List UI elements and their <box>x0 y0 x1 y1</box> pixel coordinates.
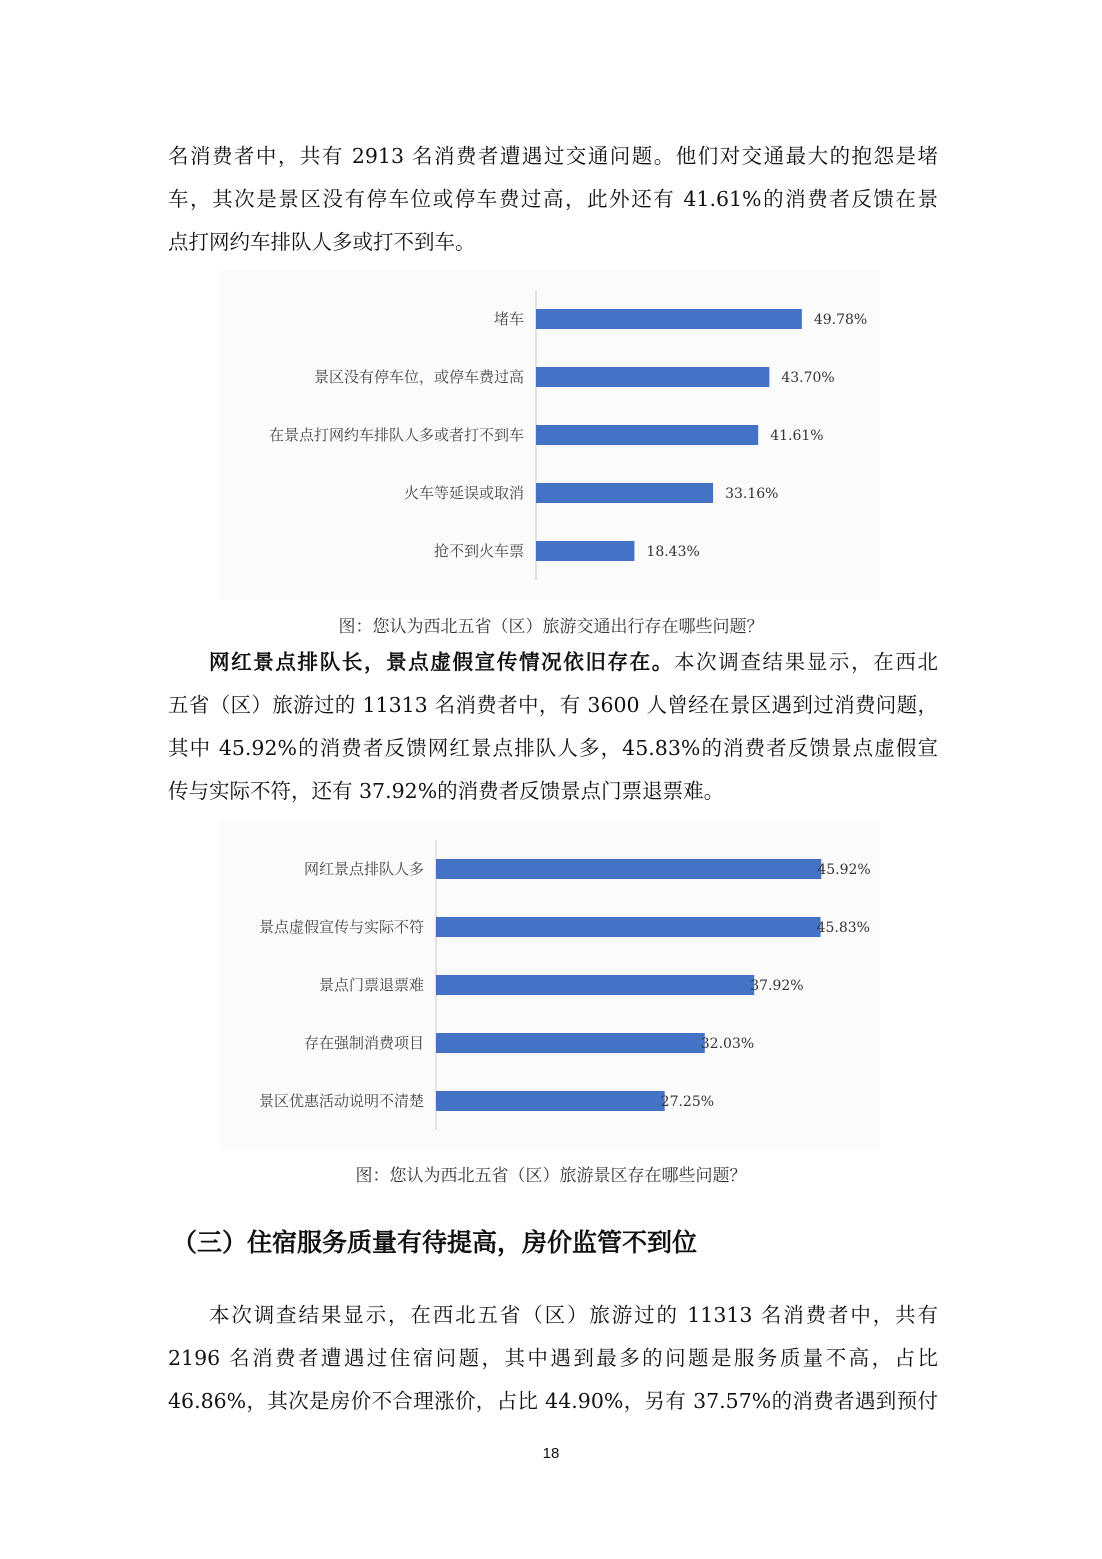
chart-scenic-problems <box>220 820 880 1150</box>
bar <box>436 1033 705 1053</box>
category-label: 火车等延误或取消 <box>403 484 524 502</box>
bar <box>536 309 802 329</box>
value-label: 37.92% <box>750 978 804 994</box>
value-label: 49.78% <box>813 312 868 328</box>
value-label: 32.03% <box>700 1036 755 1052</box>
page-number: 18 <box>542 1445 560 1462</box>
paragraph-line: 车，其次是景区没有停车位或停车费过高，此外还有 41.61%的消费者反馈在景 <box>168 187 938 211</box>
value-label: 18.43% <box>646 544 700 560</box>
category-label: 景点虚假宣传与实际不符 <box>258 918 424 936</box>
category-label: 景区优惠活动说明不清楚 <box>258 1092 424 1110</box>
bar <box>536 483 713 503</box>
chart-transport-problems <box>220 270 880 600</box>
value-label: 41.61% <box>770 428 824 444</box>
category-label: 景点门票退票难 <box>318 976 424 994</box>
value-label: 43.70% <box>781 370 835 386</box>
chart-caption-scenic: 图：您认为西北五省（区）旅游景区存在哪些问题？ <box>355 1166 747 1186</box>
paragraph-line <box>168 647 938 677</box>
value-label: 45.83% <box>816 920 870 936</box>
paragraph-line: 2196 名消费者遭遇过住宿问题，其中遇到最多的问题是服务质量不高，占比 <box>168 1346 938 1370</box>
bar <box>436 859 821 879</box>
paragraph-line: 点打网约车排队人多或打不到车。 <box>168 230 476 254</box>
bar-chart-scenic <box>220 820 880 1150</box>
value-label: 45.92% <box>817 862 871 878</box>
bar <box>536 367 769 387</box>
paragraph-lead-bold: 网红景点排队长，景点虚假宣传情况依旧存在。 <box>209 650 674 674</box>
bar <box>436 1091 665 1111</box>
category-label: 堵车 <box>493 310 524 328</box>
paragraph-line: 五省（区）旅游过的 11313 名消费者中，有 3600 人曾经在景区遇到过消费问题， <box>168 693 938 717</box>
category-label: 存在强制消费项目 <box>303 1034 424 1052</box>
paragraph-line: 名消费者中，共有 2913 名消费者遭遇过交通问题。他们对交通最大的抱怨是堵 <box>168 144 938 168</box>
paragraph-line: 传与实际不符，还有 37.92%的消费者反馈景点门票退票难。 <box>168 779 725 803</box>
paragraph-line: 其中 45.92%的消费者反馈网红景点排队人多，45.83%的消费者反馈景点虚假宣 <box>168 736 938 760</box>
category-label: 网红景点排队人多 <box>303 860 424 878</box>
category-label: 景区没有停车位，或停车费过高 <box>313 368 524 386</box>
value-label: 27.25% <box>660 1094 715 1110</box>
bar-chart-transport <box>220 270 880 600</box>
category-label: 抢不到火车票 <box>433 542 524 560</box>
value-label: 33.16% <box>725 486 779 502</box>
bar <box>436 917 821 937</box>
paragraph-lead-text: 本次调查结果显示，在西北 <box>673 650 938 674</box>
paragraph-line: 本次调查结果显示，在西北五省（区）旅游过的 11313 名消费者中，共有 <box>209 1303 938 1327</box>
bar <box>536 425 758 445</box>
bar <box>536 541 634 561</box>
bar <box>436 975 754 995</box>
chart-caption-transport: 图：您认为西北五省（区）旅游交通出行存在哪些问题？ <box>338 617 764 637</box>
paragraph-line: 46.86%，其次是房价不合理涨价，占比 44.90%，另有 37.57%的消费者遇到预付 <box>168 1389 938 1413</box>
section-heading: （三）住宿服务质量有待提高，房价监管不到位 <box>172 1228 698 1257</box>
category-label: 在景点打网约车排队人多或者打不到车 <box>268 426 524 444</box>
